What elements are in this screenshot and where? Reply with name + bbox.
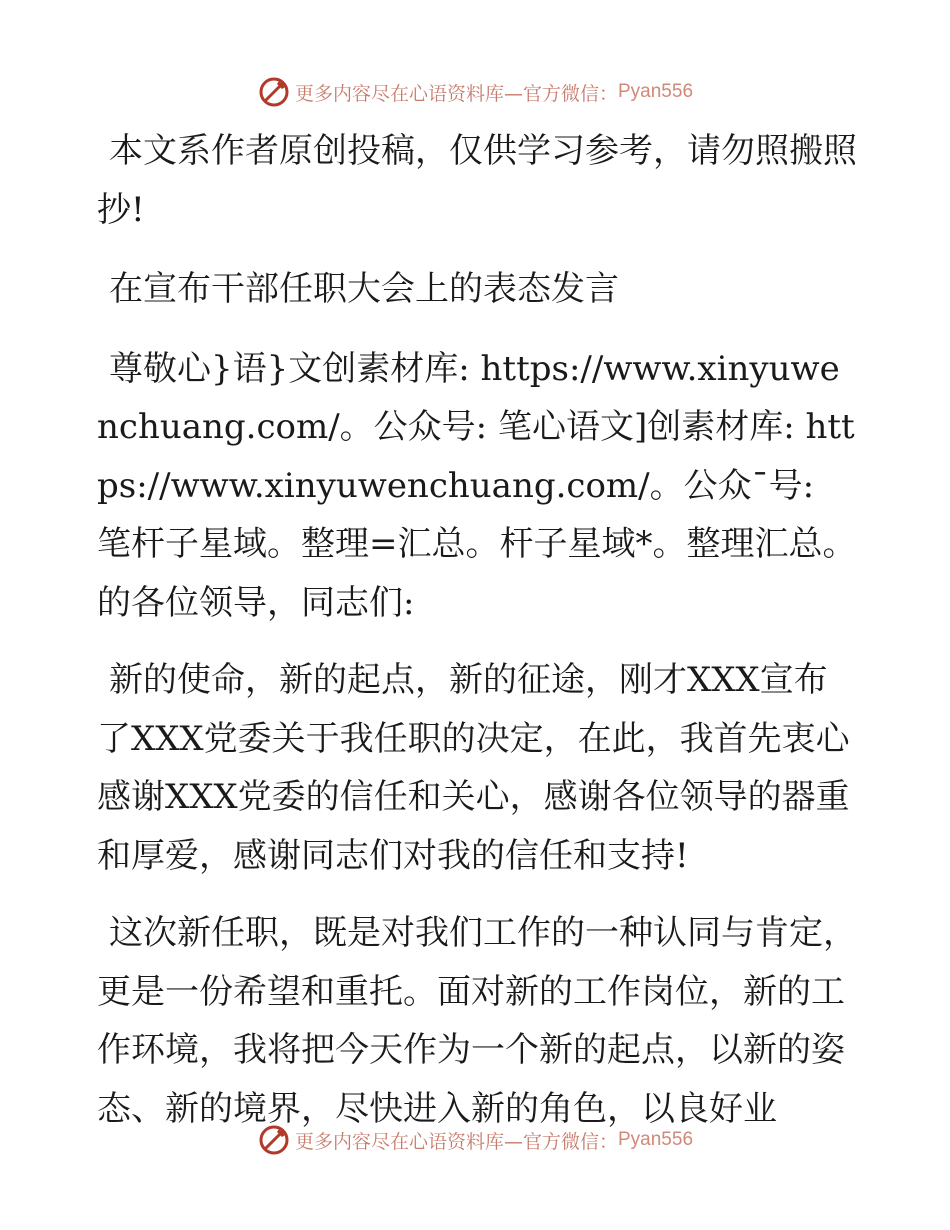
document-body bbox=[97, 122, 857, 1157]
footer-watermark bbox=[0, 1120, 950, 1160]
watermark-text: 更多内容尽在心语资料库—官方微信： bbox=[294, 1130, 618, 1153]
body-paragraph-1: 新的使命，新的起点，新的征途，刚才XXX宣布了XXX党委关于我任职的决定，在此，我首先衷心感谢XXX党委的信任和关心，感谢各位领导的器重和厚爱，感谢同志们对我的信任和支持! bbox=[97, 660, 850, 876]
header-watermark bbox=[0, 72, 950, 112]
watermark-handle: Pyan556 bbox=[618, 1129, 694, 1150]
watermark-handle: Pyan556 bbox=[618, 81, 694, 102]
body-paragraph-2: 这次新任职，既是对我们工作的一种认同与肯定，更是一份希望和重托。面对新的工作岗位，新的工作环境，我将把今天作为一个新的起点，以新的姿态、新的境界，尽快进入新的角色，以良好业 bbox=[97, 913, 857, 1129]
salutation-paragraph: 尊敬心}语}文创素材库: https://www.xinyuwenchuang.com/。公众号: 笔心语文]创素材库: https://www.xinyuwenchuang.com/。公众¯号: 笔杆子星域。整理=汇总。杆子星域*。整理汇总。的各位领导，同志们: bbox=[97, 348, 857, 623]
watermark-text: 更多内容尽在心语资料库—官方微信： bbox=[294, 82, 618, 105]
pen-logo-icon bbox=[257, 1123, 291, 1157]
disclaimer-paragraph: 本文系作者原创投稿，仅供学习参考，请勿照搬照抄! bbox=[97, 131, 857, 230]
pen-logo-icon bbox=[257, 75, 291, 109]
document-title: 在宣布干部任职大会上的表态发言 bbox=[109, 269, 619, 309]
